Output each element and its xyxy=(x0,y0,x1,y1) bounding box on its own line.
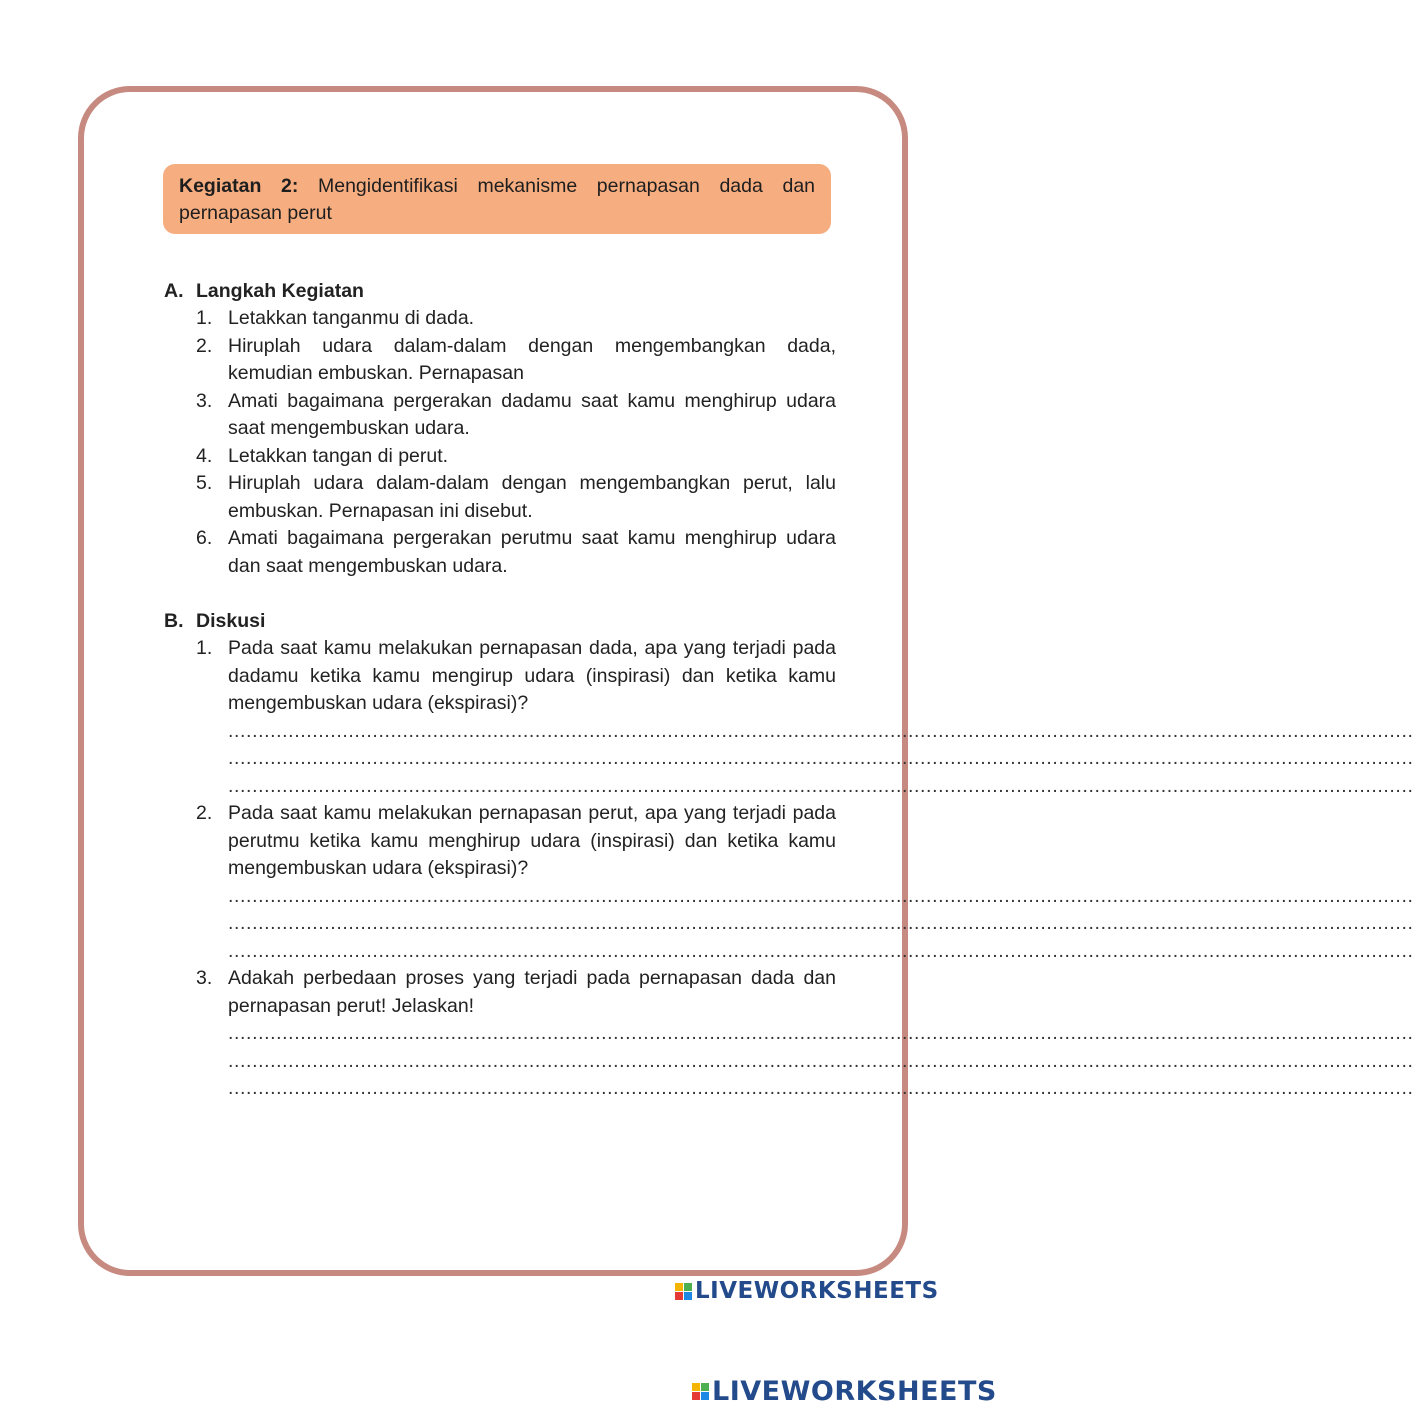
activity-title-box xyxy=(163,164,831,234)
question-number: 3. xyxy=(196,967,213,989)
answer-line[interactable]: ..................................................................................................................................................................................................... xyxy=(228,1077,1414,1099)
step-item xyxy=(164,388,836,443)
question-text: Pada saat kamu melakukan pernapasan perut, apa yang terjadi pada perutmu ketika kamu menghirup udara (inspirasi) dan ketika kamu mengembuskan udara (ekspirasi)? xyxy=(228,802,836,879)
section-langkah-kegiatan xyxy=(164,277,836,580)
logo-square xyxy=(684,1292,692,1300)
logo-square xyxy=(692,1383,700,1391)
question-item xyxy=(164,635,836,718)
step-item xyxy=(164,470,836,525)
liveworksheets-logo-icon xyxy=(675,1283,692,1300)
answer-line[interactable]: ..................................................................................................................................................................................................... xyxy=(228,774,1414,797)
step-text: Hiruplah udara dalam-dalam dengan mengembangkan dada, kemudian embuskan. Pernapasan xyxy=(228,334,836,384)
answer-line[interactable]: ..................................................................................................................................................................................................... xyxy=(228,1049,1414,1072)
answer-line[interactable]: ..................................................................................................................................................................................................... xyxy=(228,719,1414,742)
step-item xyxy=(164,525,836,580)
step-text: Letakkan tangan di perut. xyxy=(228,444,449,467)
section-a-heading xyxy=(164,277,836,305)
step-number: 1. xyxy=(196,307,213,329)
activity-label: Kegiatan 2: xyxy=(179,175,299,197)
question-item xyxy=(164,800,836,883)
question-list-cont xyxy=(164,800,836,883)
question-text: Pada saat kamu melakukan pernapasan dada, apa yang terjadi pada dadamu ketika kamu mengirup udara (inspirasi) dan ketika kamu mengembuskan udara (ekspirasi)? xyxy=(228,637,836,714)
question-item xyxy=(164,965,836,1020)
answer-line[interactable]: ..................................................................................................................................................................................................... xyxy=(228,747,1414,769)
logo-square xyxy=(675,1283,683,1291)
question-text: Adakah perbedaan proses yang terjadi pada pernapasan dada dan pernapasan perut! Jelaskan! xyxy=(228,967,836,1017)
step-number: 3. xyxy=(196,389,213,412)
answer-line[interactable]: ..................................................................................................................................................................................................... xyxy=(228,884,1414,907)
liveworksheets-watermark xyxy=(675,1278,939,1304)
step-text: Hiruplah udara dalam-dalam dengan mengembangkan perut, lalu embuskan. Pernapasan ini disebut. xyxy=(228,472,836,522)
logo-square xyxy=(675,1292,683,1300)
step-item xyxy=(164,305,836,333)
question-number: 2. xyxy=(196,802,213,824)
step-text: Amati bagaimana pergerakan dadamu saat kamu menghirup udara saat mengembuskan udara. xyxy=(228,389,836,439)
step-number: 5. xyxy=(196,472,213,494)
step-number: 4. xyxy=(196,444,213,467)
section-diskusi xyxy=(164,607,1414,1103)
step-number: 6. xyxy=(196,527,213,549)
section-a-letter: A. xyxy=(164,280,184,302)
watermark-text: LIVEWORKSHEETS xyxy=(712,1376,997,1407)
question-list-cont xyxy=(164,965,836,1020)
section-a-title: Langkah Kegiatan xyxy=(196,280,364,302)
answer-line[interactable]: ..................................................................................................................................................................................................... xyxy=(228,912,1414,934)
step-text: Amati bagaimana pergerakan perutmu saat kamu menghirup udara dan saat mengembuskan udara. xyxy=(228,527,836,577)
step-number: 2. xyxy=(196,334,213,357)
step-text: Letakkan tanganmu di dada. xyxy=(228,307,475,329)
step-item xyxy=(164,443,836,471)
watermark-text: LIVEWORKSHEETS xyxy=(695,1278,939,1304)
liveworksheets-logo-icon xyxy=(692,1383,709,1400)
liveworksheets-watermark xyxy=(692,1376,997,1407)
step-item xyxy=(164,333,836,388)
question-list xyxy=(164,635,836,718)
logo-square xyxy=(684,1283,692,1291)
question-number: 1. xyxy=(196,637,213,659)
step-list xyxy=(164,305,836,580)
section-b-title: Diskusi xyxy=(196,610,266,632)
answer-line[interactable]: ..................................................................................................................................................................................................... xyxy=(228,939,1414,962)
section-b-letter: B. xyxy=(164,610,184,632)
logo-square xyxy=(692,1392,700,1400)
logo-square xyxy=(701,1383,709,1391)
answer-line[interactable]: ..................................................................................................................................................................................................... xyxy=(228,1022,1414,1044)
logo-square xyxy=(701,1392,709,1400)
section-b-heading xyxy=(164,607,836,635)
activity-title: Mengidentifikasi mekanisme pernapasan dada dan pernapasan perut xyxy=(179,175,816,224)
